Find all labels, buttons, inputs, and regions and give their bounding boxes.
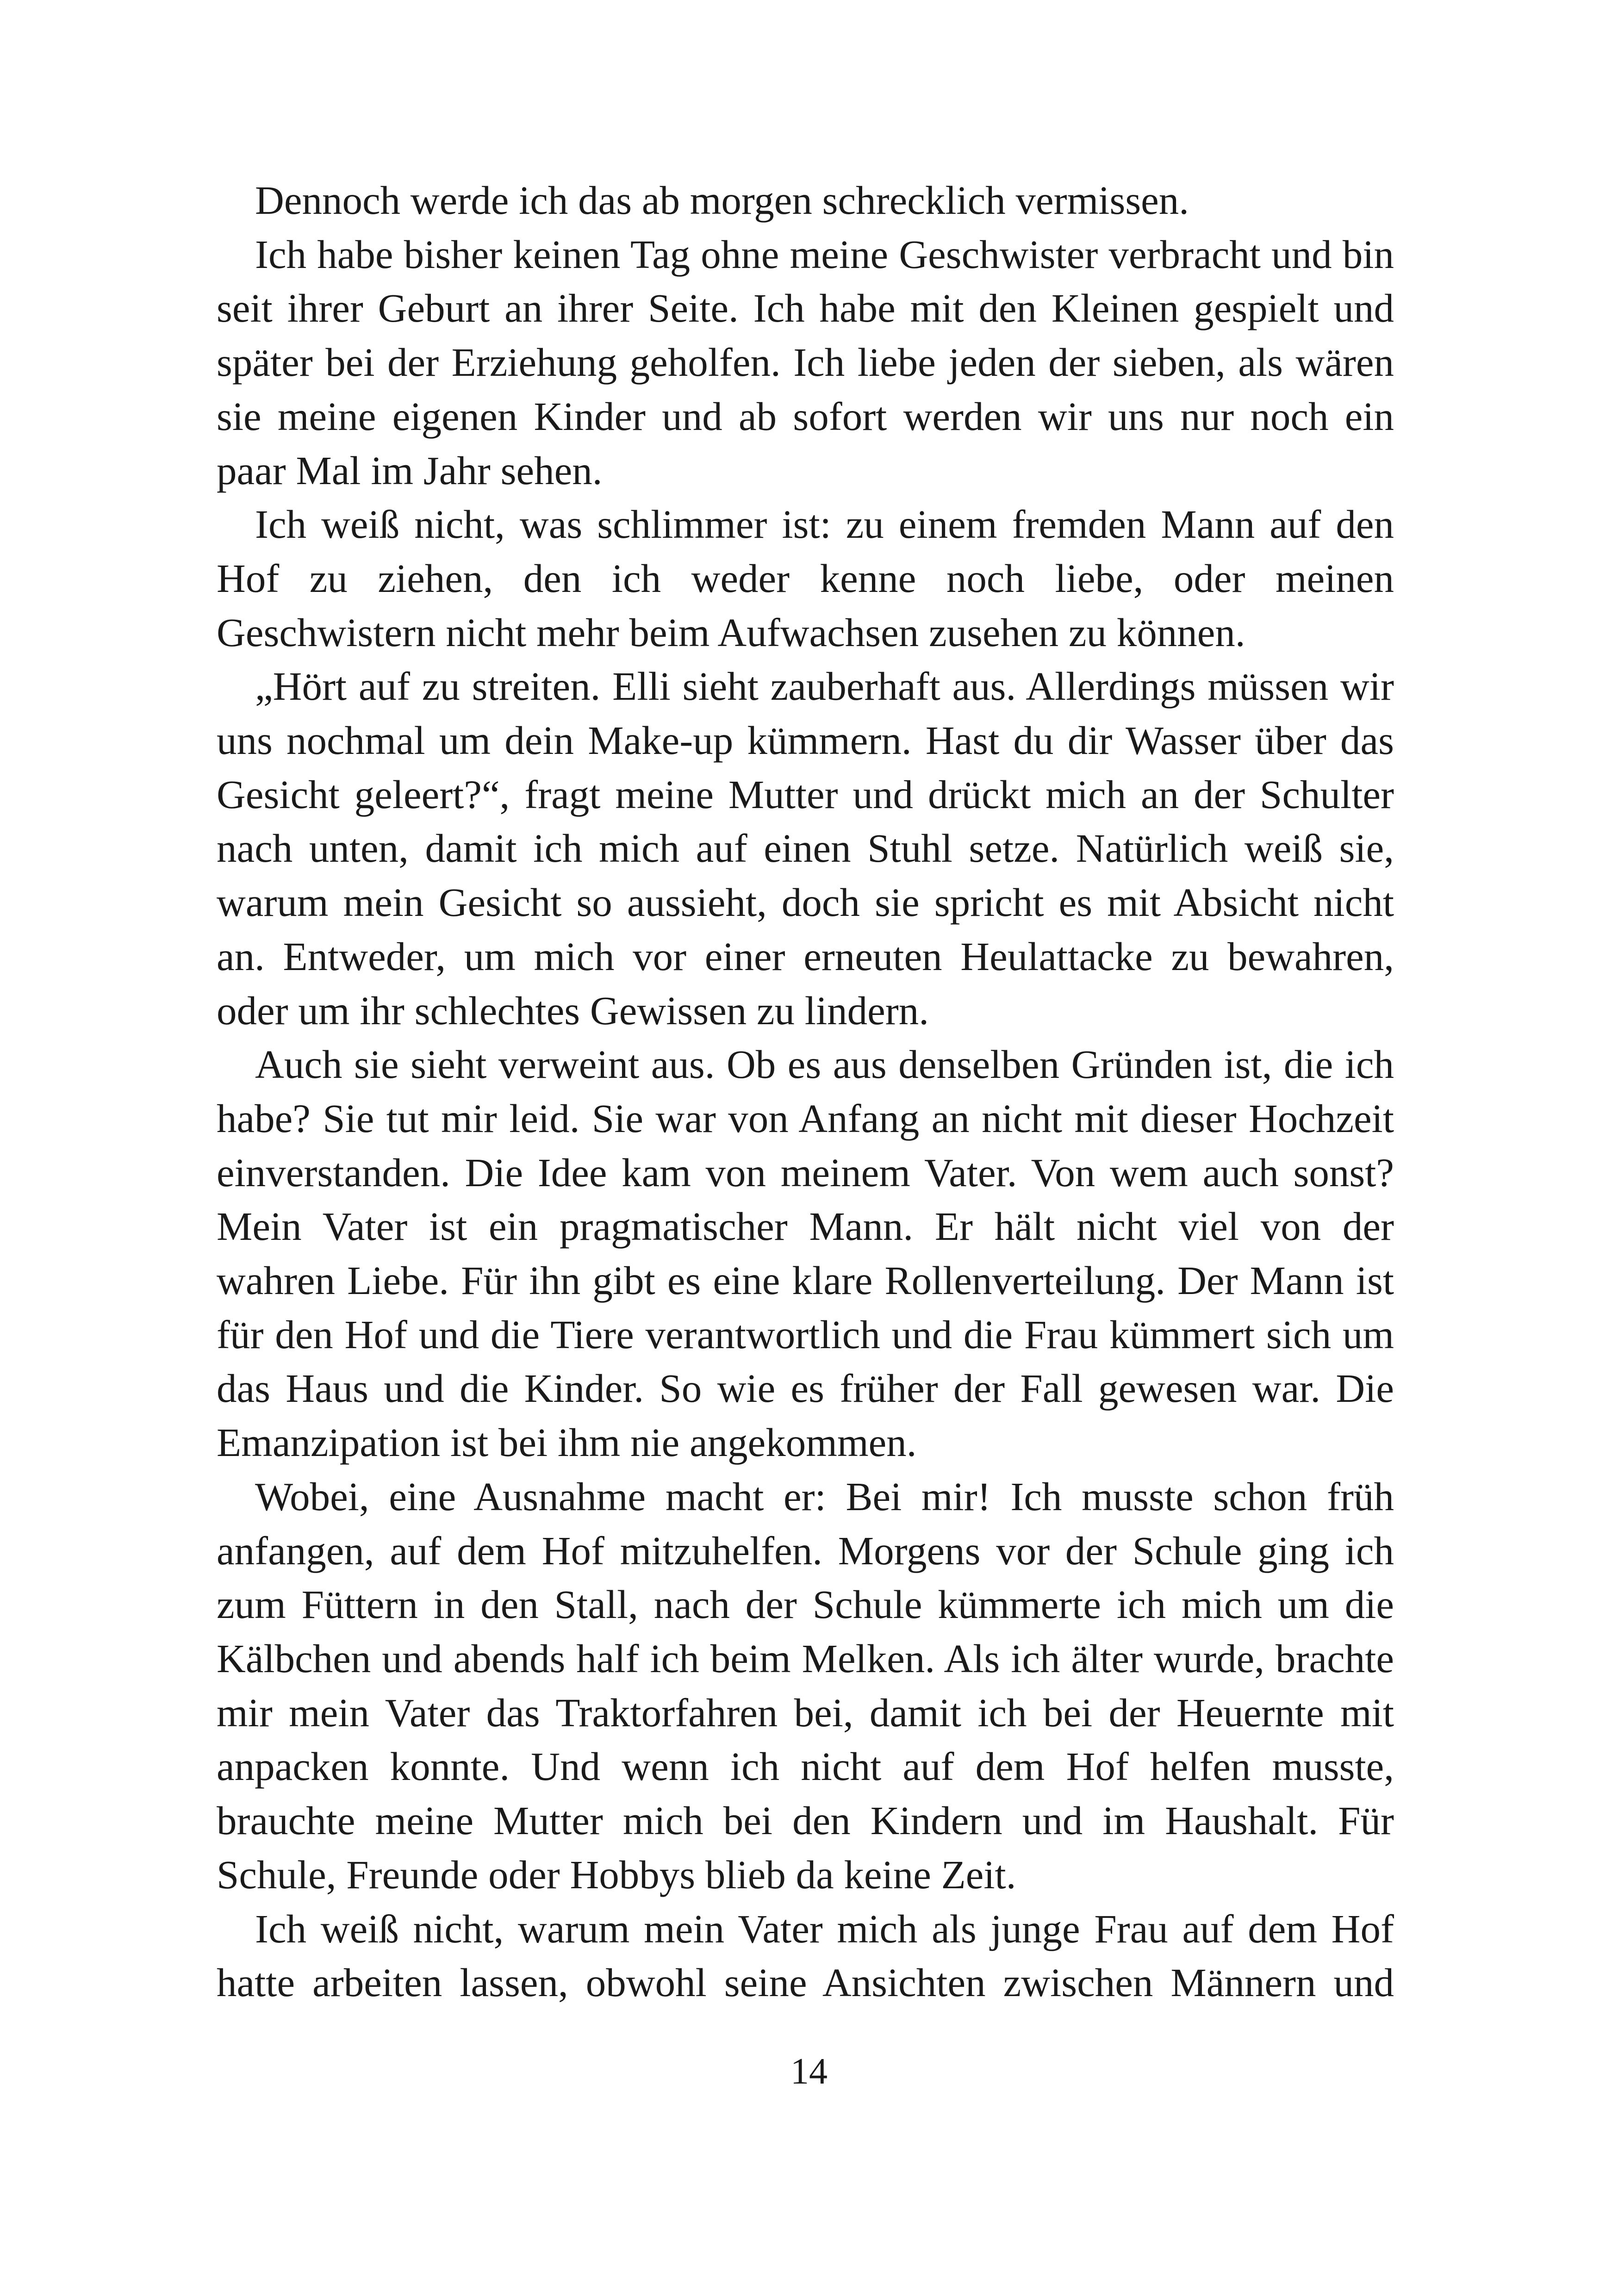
page-number: 14 <box>790 2051 828 2092</box>
paragraph: Ich weiß nicht, was schlimmer ist: zu einem fremden Mann auf den Hof zu ziehen, den ich weder kenne noch liebe, oder meinen Geschwistern nicht mehr beim Aufwachsen zusehen zu können. <box>217 502 1394 655</box>
paragraph: „Hört auf zu streiten. Elli sieht zauberhaft aus. Allerdings müssen wir uns nochmal um dein Make-up kümmern. Hast du dir Wasser über das Gesicht geleert?“, fragt meine Mutter und drückt mich an der Schulter nach unten, damit ich mich auf einen Stuhl setze. Natürlich weiß sie, warum mein Gesicht so aussieht, doch sie spricht es mit Absicht nicht an. Entweder, um mich vor einer erneuten Heulattacke zu bewahren, oder um ihr schlechtes Gewissen zu lindern. <box>217 664 1394 1033</box>
paragraph: Dennoch werde ich das ab morgen schrecklich vermissen. <box>255 178 1189 223</box>
paragraph: Ich habe bisher keinen Tag ohne meine Geschwister verbracht und bin seit ihrer Geburt an ihrer Seite. Ich habe mit den Kleinen gespielt und später bei der Erziehung geholfen. Ich liebe jeden der sieben, als wären sie meine eigenen Kinder und ab sofort werden wir uns nur noch ein paar Mal im Jahr sehen. <box>217 231 1394 493</box>
body-text <box>217 174 1394 2010</box>
paragraph: Auch sie sieht verweint aus. Ob es aus denselben Gründen ist, die ich habe? Sie tut mir leid. Sie war von Anfang an nicht mit dieser Hochzeit einverstanden. Die Idee kam von meinem Vater. Von wem auch sonst? Mein Vater ist ein pragmatischer Mann. Er hält nicht viel von der wahren Liebe. Für ihn gibt es eine klare Rollenverteilung. Der Mann ist für den Hof und die Tiere verantwortlich und die Frau kümmert sich um das Haus und die Kinder. So wie es früher der Fall gewesen war. Die Emanzipation ist bei ihm nie angekommen. <box>217 1042 1394 1465</box>
paragraph: Ich weiß nicht, warum mein Vater mich als junge Frau auf dem Hof hatte arbeiten lassen, obwohl seine Ansichten zwischen Männern und <box>217 1906 1394 2005</box>
paragraph: Wobei, eine Ausnahme macht er: Bei mir! Ich musste schon früh anfangen, auf dem Hof mitzuhelfen. Morgens vor der Schule ging ich zum Füttern in den Stall, nach der Schule kümmerte ich mich um die Kälbchen und abends half ich beim Melken. Als ich älter wurde, brachte mir mein Vater das Traktorfahren bei, damit ich bei der Heuernte mit anpacken konnte. Und wenn ich nicht auf dem Hof helfen musste, brauchte meine Mutter mich bei den Kindern und im Haushalt. Für Schule, Freunde oder Hobbys blieb da keine Zeit. <box>217 1474 1394 1897</box>
